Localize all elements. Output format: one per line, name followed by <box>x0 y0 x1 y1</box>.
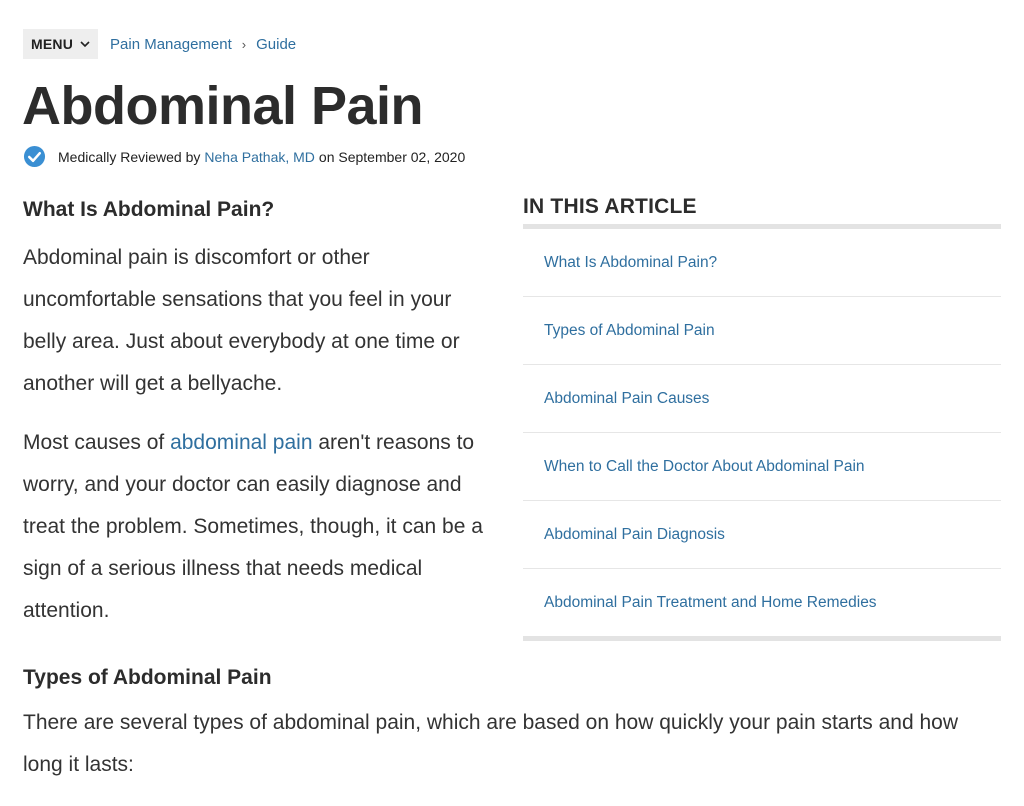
paragraph-intro: Abdominal pain is discomfort or other uncomfortable sensations that you feel in your belly area. Just about everybody at one time or another will get a bellyache. <box>23 246 460 395</box>
toc-item <box>523 229 1001 297</box>
breadcrumb <box>110 36 296 53</box>
toc-list <box>523 229 1001 636</box>
breadcrumb-pain-management[interactable]: Pain Management <box>110 35 232 53</box>
toc-link-causes[interactable]: Abdominal Pain Causes <box>544 389 710 407</box>
section-heading-types: Types of Abdominal Pain <box>23 666 272 689</box>
toc-title: IN THIS ARTICLE <box>523 195 697 218</box>
medical-review-line <box>23 145 465 168</box>
page-title: Abdominal Pain <box>22 76 424 136</box>
paragraph-causes <box>23 422 493 632</box>
chevron-right-icon: › <box>241 36 247 52</box>
section-heading-what-is: What Is Abdominal Pain? <box>23 198 275 221</box>
paragraph-types: There are several types of abdominal pain, which are based on how quickly your pain starts and how long it lasts: <box>23 711 959 776</box>
toc-link-diagnosis[interactable]: Abdominal Pain Diagnosis <box>544 525 725 543</box>
toc-item <box>523 501 1001 569</box>
check-badge-icon <box>23 145 46 168</box>
toc-link-when-to-call[interactable]: When to Call the Doctor About Abdominal Pain <box>544 457 865 475</box>
toc-link-what-is[interactable]: What Is Abdominal Pain? <box>544 253 718 271</box>
menu-button[interactable] <box>23 29 98 59</box>
article-types-section <box>23 664 1003 786</box>
table-of-contents <box>523 193 1001 641</box>
toc-item <box>523 297 1001 365</box>
chevron-down-icon <box>80 39 90 49</box>
toc-link-treatment[interactable]: Abdominal Pain Treatment and Home Remedies <box>544 593 877 611</box>
toc-item <box>523 365 1001 433</box>
toc-item <box>523 433 1001 501</box>
paragraph-causes-text-start: Most causes of <box>23 431 171 454</box>
article-intro <box>23 196 493 632</box>
review-prefix: Medically Reviewed by <box>58 148 201 165</box>
reviewer-link[interactable]: Neha Pathak, MD <box>204 148 315 165</box>
review-date: on September 02, 2020 <box>318 148 466 165</box>
toc-link-types[interactable]: Types of Abdominal Pain <box>544 321 715 339</box>
toc-bottom-divider <box>523 636 1001 641</box>
breadcrumb-guide[interactable]: Guide <box>256 35 297 53</box>
paragraph-causes-text-end: aren't reasons to worry, and your doctor can easily diagnose and treat the problem. Sometimes, though, it can be a sign of a serious illness that needs medical attention. <box>23 431 483 622</box>
toc-item <box>523 569 1001 636</box>
top-navigation <box>23 29 296 59</box>
abdominal-pain-link[interactable]: abdominal pain <box>170 431 313 454</box>
menu-label: MENU <box>31 36 74 52</box>
